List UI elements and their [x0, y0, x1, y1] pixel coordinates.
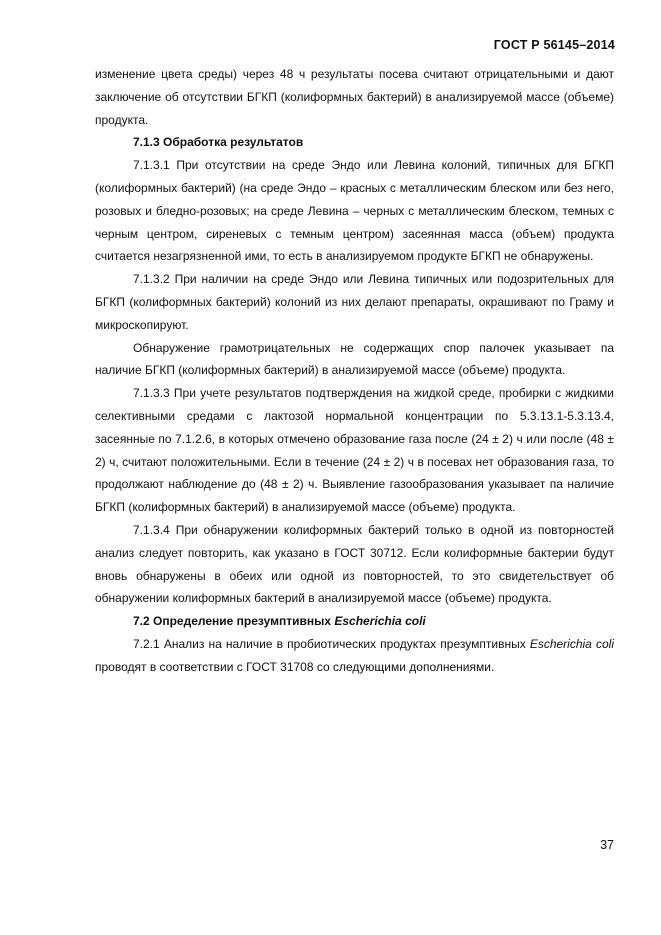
document-body — [95, 63, 614, 679]
paragraph-7-2-1-species: Escherichia coli — [529, 636, 614, 651]
paragraph-7-2-1-text-start: 7.2.1 Анализ на наличие в пробиотических продуктах презумптивных — [133, 636, 530, 651]
heading-7-2-text: 7.2 Определение презумптивных — [133, 614, 335, 629]
paragraph-7-1-3-3: 7.1.3.3 При учете результатов подтверждения на жидкой среде, пробирки с жидкими селективными средами с лактозой нормальной концентрации по 5.3.13.1-5.3.13.4, засеянные по 7.1.2.6, в которых отмечено образование газа после (24 ± 2) ч или после (48 ± 2) ч, считают положительными. Если в течение (24 ± 2) ч в посевах нет образования газа, то продолжают наблюдение до (48 ± 2) ч. Выявление газообразования указывает па наличие БГКП (колиформных бактерий) в анализируемой массе (объеме) продукта. — [95, 386, 614, 515]
heading-7-2-species: Escherichia coli — [334, 614, 426, 629]
paragraph-7-2-1 — [95, 633, 614, 679]
paragraph-7-1-3-4: 7.1.3.4 При обнаружении колиформных бактерий только в одной из повторностей анализ следует повторить, как указано в ГОСТ 30712. Если колиформные бактерии будут вновь обнаружены в обеих или одной из повторностей, то это свидетельствует об обнаружении колиформных бактерий в анализируемой массе (объеме) продукта. — [95, 522, 614, 606]
page-number: 37 — [600, 838, 614, 852]
standard-code-header: ГОСТ Р 56145–2014 — [493, 38, 615, 52]
section-heading-7-2 — [95, 610, 614, 633]
paragraph-7-1-3-2-note: Обнаружение грамотрицательных не содержащих спор палочек указывает па наличие БГКП (колиформных бактерий) в анализируемой массе (объеме) продукта. — [95, 340, 614, 378]
paragraph-7-1-3-1: 7.1.3.1 При отсутствии на среде Эндо или Левина колоний, типичных для БГКП (колиформных бактерий) (на среде Эндо – красных с металлическим блеском или без него, розовых и бледно-розовых; на среде Левина – черных с металлическим блеском, темных с черным центром, сиреневых с темным центром) засеянная масса (объем) продукта считается незагрязненной ими, то есть в анализируемом продукте БГКП не обнаружены. — [95, 158, 614, 264]
paragraph-7-2-1-text-end: проводят в соответствии с ГОСТ 31708 со следующими дополнениями. — [95, 659, 495, 674]
section-heading-7-1-3: 7.1.3 Обработка результатов — [133, 135, 304, 150]
paragraph-7-1-3-2: 7.1.3.2 При наличии на среде Эндо или Левина типичных или подозрительных для БГКП (колиформных бактерий) колоний из них делают препараты, окрашивают по Граму и микроскопируют. — [95, 272, 614, 332]
paragraph-continuation: изменение цвета среды) через 48 ч результаты посева считают отрицательными и дают заключение об отсутствии БГКП (колиформных бактерий) в анализируемой массе (объеме) продукта. — [95, 67, 614, 127]
